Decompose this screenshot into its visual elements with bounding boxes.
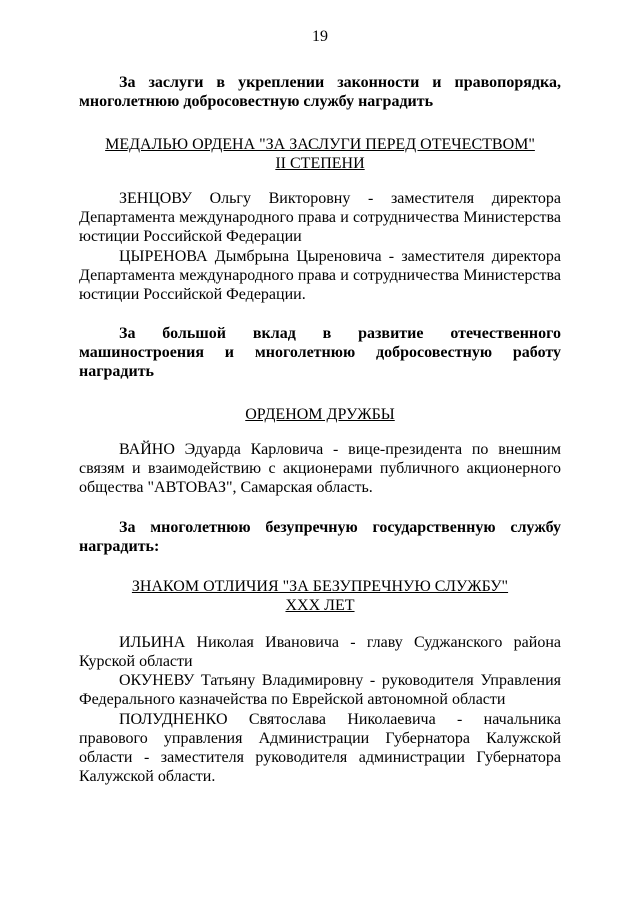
section-1-intro — [79, 73, 561, 111]
recipient-line: Департамента международного права и сотрудничества Министерства — [79, 209, 561, 226]
recipient-line: юстиции Российской Федерации — [79, 228, 302, 245]
recipient-line: правового управления Администрации Губернатора Калужской — [79, 730, 561, 747]
intro-line: За большой вклад в развитие отечественного — [119, 325, 561, 342]
recipient-line: области - заместителя руководителя администрации Губернатора — [79, 749, 561, 766]
recipient-line: ПОЛУДНЕНКО Святослава Николаевича - начальника — [119, 711, 561, 728]
intro-line: машиностроения и многолетнюю добросовестную работу — [79, 344, 561, 361]
page-number: 19 — [312, 28, 328, 45]
section-3-recipient-3 — [79, 710, 561, 786]
award-line: ОРДЕНОМ ДРУЖБЫ — [245, 406, 395, 423]
recipient-line: ЗЕНЦОВУ Ольгу Викторовну - заместителя директора — [119, 190, 561, 207]
recipient-line: общества "АВТОВАЗ", Самарская область. — [79, 479, 373, 496]
recipient-line: ИЛЬИНА Николая Ивановича - главу Суджанского района — [119, 634, 561, 651]
intro-line: За заслуги в укреплении законности и правопорядка, — [119, 74, 561, 91]
recipient-line: Курской области — [79, 653, 193, 670]
recipient-line: ВАЙНО Эдуарда Карловича - вице-президента по внешним — [119, 441, 561, 458]
section-3-intro — [79, 518, 561, 556]
intro-line: наградить — [79, 363, 155, 380]
intro-line: За многолетнюю безупречную государственную службу — [119, 519, 561, 536]
section-2-intro — [79, 324, 561, 381]
award-line: II СТЕПЕНИ — [275, 155, 365, 172]
section-3-award-title — [79, 577, 561, 615]
award-line: XXX ЛЕТ — [285, 597, 355, 614]
section-3-recipient-1 — [79, 633, 561, 671]
recipient-line: Калужской области. — [79, 768, 216, 785]
section-2-award-title — [79, 405, 561, 424]
award-line: ЗНАКОМ ОТЛИЧИЯ "ЗА БЕЗУПРЕЧНУЮ СЛУЖБУ" — [131, 578, 509, 595]
recipient-line: юстиции Российской Федерации. — [79, 286, 306, 303]
intro-line: многолетнюю добросовестную службу наградить — [79, 93, 434, 110]
recipient-line: ЦЫРЕНОВА Дымбрына Цыреновича - заместителя директора — [119, 248, 561, 265]
recipient-line: Департамента международного права и сотрудничества Министерства — [79, 267, 561, 284]
recipient-line: связям и взаимодействию с акционерами публичного акционерного — [79, 460, 561, 477]
recipient-line: Федерального казначейства по Еврейской автономной области — [79, 691, 506, 708]
section-1-award-title — [79, 135, 561, 173]
intro-line: наградить: — [79, 538, 160, 555]
award-line: МЕДАЛЬЮ ОРДЕНА "ЗА ЗАСЛУГИ ПЕРЕД ОТЕЧЕСТВОМ" — [105, 136, 535, 153]
section-1-recipient-1 — [79, 189, 561, 246]
recipient-line: ОКУНЕВУ Татьяну Владимировну - руководителя Управления — [119, 672, 561, 689]
section-1-recipient-2 — [79, 247, 561, 304]
section-3-recipient-2 — [79, 671, 561, 709]
section-2-recipient-1 — [79, 440, 561, 497]
